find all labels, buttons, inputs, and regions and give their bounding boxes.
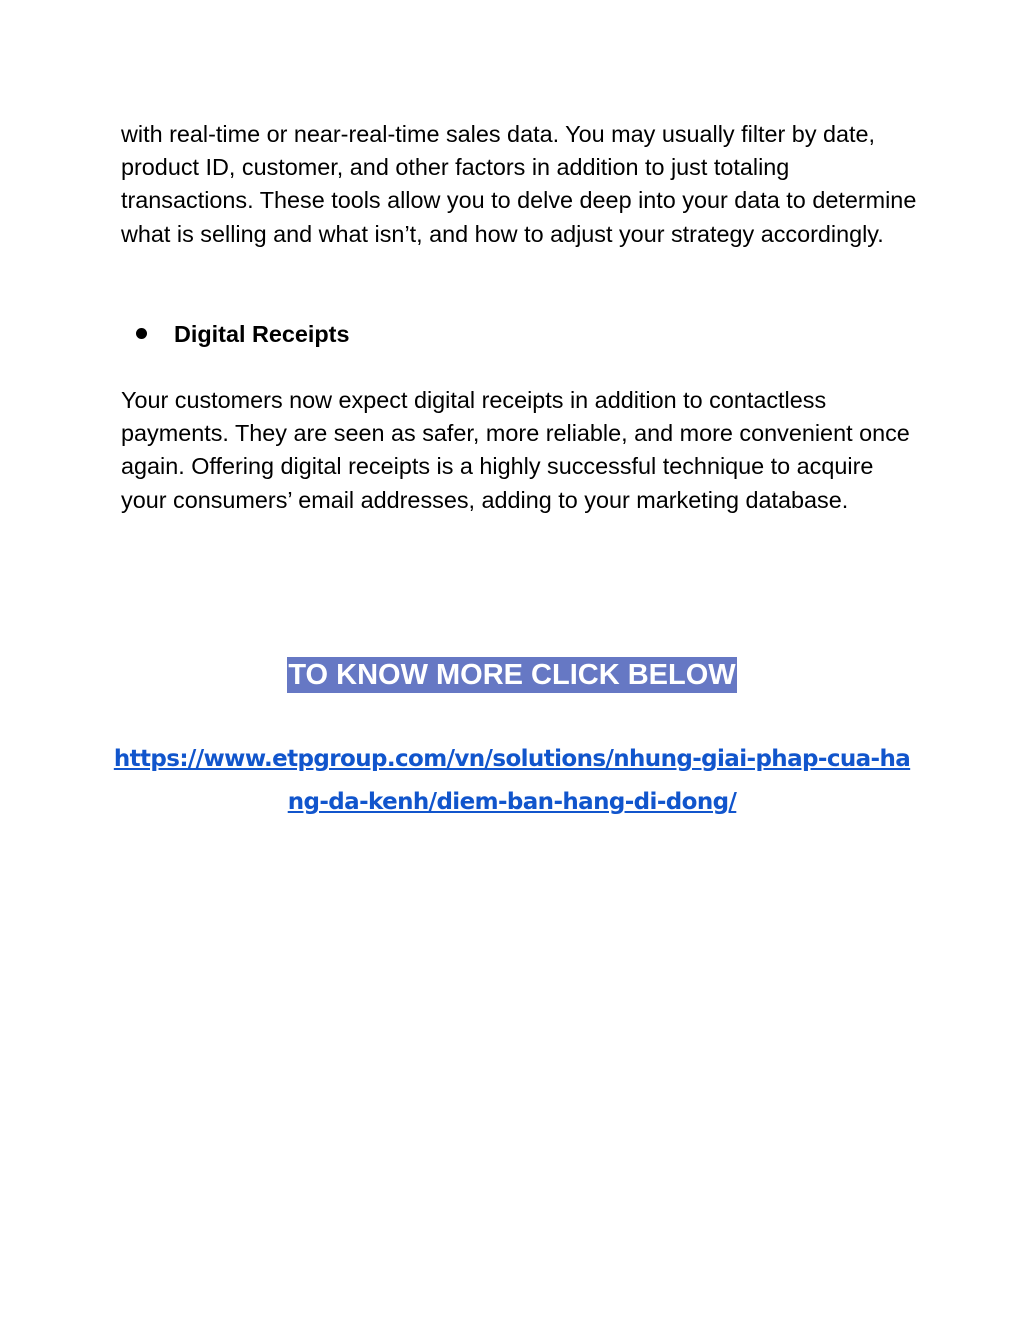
cta-banner — [0, 657, 1024, 693]
bullet-dot-icon — [136, 328, 147, 339]
paragraph-sales-data: with real-time or near-real-time sales data. You may usually filter by date, product ID, customer, and other factors in addition to just totaling transactions. These tools allow you to delve deep into your data to determine what is selling and what isn’t, and how to adjust your strategy accordingly. — [121, 121, 917, 247]
cta-label: TO KNOW MORE CLICK BELOW — [288, 659, 736, 691]
etpgroup-link[interactable]: https://www.etpgroup.com/vn/solutions/nhung-giai-phap-cua-hang-da-kenh/diem-ban-hang-di-dong/ — [113, 746, 911, 815]
bullet-heading: Digital Receipts — [174, 321, 350, 347]
paragraph-digital-receipts: Your customers now expect digital receipts in addition to contactless payments. They are seen as safer, more reliable, and more convenient once again. Offering digital receipts is a highly successful technique to acquire your consumers’ email addresses, adding to your marketing database. — [121, 387, 910, 513]
bullet-item-digital-receipts — [136, 318, 349, 351]
